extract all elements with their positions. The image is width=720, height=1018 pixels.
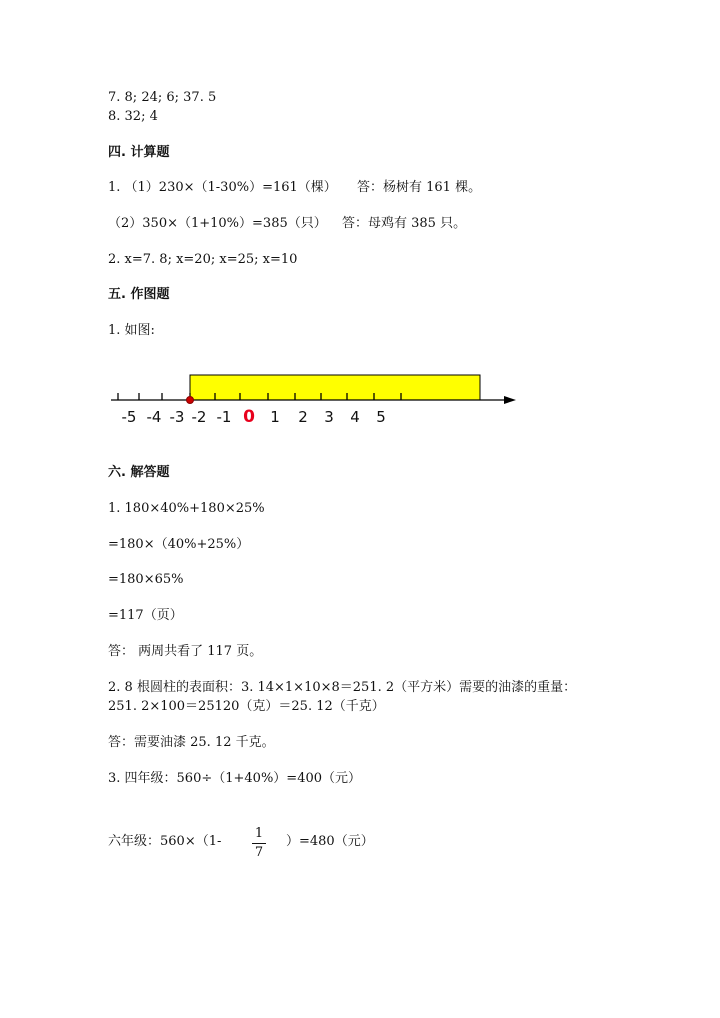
fraction-denominator: 7 [254, 845, 264, 860]
number-line-highlight [190, 375, 480, 400]
number-line-label: 1 [270, 408, 280, 426]
section-6-q2-answer: 答：需要油漆 25. 12 千克。 [108, 735, 275, 750]
section-6-q3-line1: 3. 四年级：560÷（1+40%）=400（元） [108, 771, 362, 786]
section-5-heading: 五. 作图题 [108, 287, 170, 302]
section-4-heading: 四. 计算题 [108, 145, 170, 160]
number-line-start-point [187, 397, 194, 404]
section-6-q2-line1: 2. 8 根圆柱的表面积：3. 14×1×10×8＝251. 2（平方米）需要的油漆的重量： [108, 680, 577, 695]
section-4-q1-part1: 1. （1）230×（1-30%）=161（棵） [108, 180, 337, 195]
section-6-q3-line2-prefix: 六年级：560×（1- [108, 834, 222, 849]
section-4-q1-part2-answer: 答：母鸡有 385 只。 [342, 216, 467, 231]
section-4-q1-part1-answer: 答：杨树有 161 棵。 [357, 180, 482, 195]
answer-line-8: 8. 32; 4 [108, 109, 158, 124]
number-line-figure [106, 365, 526, 430]
number-line-label: -1 [216, 408, 232, 426]
number-line-label: -4 [146, 408, 162, 426]
number-line-label: -5 [121, 408, 137, 426]
section-6-q1-line2: =180×（40%+25%） [108, 537, 250, 552]
section-6-q2-line2: 251. 2×100＝25120（克）＝25. 12（千克） [108, 699, 385, 714]
answer-line-7: 7. 8; 24; 6; 37. 5 [108, 90, 217, 105]
number-line-label: -3 [169, 408, 185, 426]
number-line-label: 0 [243, 407, 255, 427]
fraction-bar [252, 843, 266, 844]
number-line-label: 5 [376, 408, 386, 426]
section-6-q1-line1: 1. 180×40%+180×25% [108, 501, 265, 516]
section-6-heading: 六. 解答题 [108, 465, 170, 480]
number-line-label: 2 [298, 408, 308, 426]
number-line-label: 3 [324, 408, 334, 426]
section-6-q3-line2-suffix: ）=480（元） [286, 834, 374, 849]
section-4-q2: 2. x=7. 8; x=20; x=25; x=10 [108, 252, 298, 267]
fraction-numerator: 1 [254, 826, 264, 841]
number-line-label: -2 [191, 408, 207, 426]
section-6-q1-line4: =117（页） [108, 608, 183, 623]
section-4-q1-part2: （2）350×（1+10%）=385（只） [108, 216, 327, 231]
number-line-label: 4 [350, 408, 360, 426]
section-6-q1-answer: 答： 两周共看了 117 页。 [108, 644, 263, 659]
number-line-arrow [504, 396, 516, 404]
section-5-q1: 1. 如图: [108, 323, 155, 338]
section-6-q1-line3: =180×65% [108, 572, 184, 587]
